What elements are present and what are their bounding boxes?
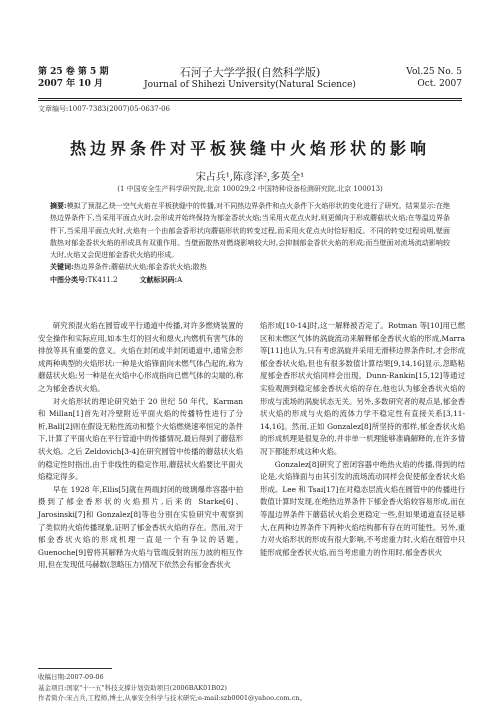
date-en: Oct. 2007 [417, 79, 462, 89]
footnote-rule [38, 668, 112, 669]
paper-title: 热边界条件对平板狭缝中火焰形状的影响 [69, 139, 430, 158]
body-column-left [38, 320, 243, 572]
clc-value: TK411.2 [87, 275, 118, 284]
issue-date: 2007 年 10 月 [38, 79, 103, 89]
fund-note: 基金项目:国家"十一五"科技支撑计划资助项目(2006BAK01B02) [38, 683, 227, 692]
footnotes [38, 672, 462, 704]
journal-name-en: Journal of Shihezi University(Natural Science) [144, 80, 356, 90]
body-paragraph: 早在 1928 年,Ellis[5]就在两端封闭的玻璃爆炸容器中拍摄到了郁金香形状的火焰照片,后来的 Starke[6]、Jarosinski[7]和 Gonzalez[8]等也分别在实验研究中观察到了类似的火焰传播现象,证明了郁金香状火焰的存在。然而,对于郁金香状火焰的形成机理一直是一个有争议的话题。Guenoche[9]曾将其解释为火焰与管端反射的压力波的相互作用,但在发现低马赫数(忽略压力)情况下依然会有郁金香状火 [38, 484, 243, 570]
article-number: 文章编号:1007-7383(2007)05-0637-06 [38, 105, 170, 113]
author-list: 宋占兵¹,陈彦泽²,多英全¹ [195, 172, 305, 183]
body-column-right [260, 320, 465, 559]
author-bio: 作者简介:宋占兵,工程师,博士,从事安全科学与技术研究;e-mail:szb0001@yahoo.com.cn。 [38, 694, 307, 702]
abstract-label: 摘要: [50, 201, 67, 210]
volume-en-block [406, 66, 462, 90]
received-date: 收稿日期:2007-09-06 [38, 673, 104, 681]
body-paragraph: 研究预混火焰在圆管或平行通道中传播,对许多燃烧装置的安全操作和实际应用,如本生灯的回火和熄火,内燃机有害气体的排放等具有重要的意义。火焰在封闭或半封闭通道中,通常会形成两种典型的火焰形状:一种是火焰锋面向未燃气体凸起的,称为蘑菇状火焰;另一种是在火焰中心形成指向已燃气体的尖端的,称之为郁金香状火焰。 [38, 321, 243, 393]
header-rule-top [38, 98, 462, 99]
body-paragraph: 焰形成[10-14]时,这一解释被否定了。Rotman 等[10]用已燃区和未燃区气体的涡旋流动来解释郁金香状火焰的形成,Marra 等[11]也认为,只有考虑涡旋并采用无滑移边界条件时,才会形成郁金香状火焰,但也有很多数值计算结果[9,14,16]显示,忽略粘度郁金香形状火焰同样会出现。Dunn-Rankin[15,12]等通过实验观测到稳定郁金香状火焰的存在,他也认为郁金香状火焰的形成与流场的涡旋状态无关。另外,多数研究者的观点是,郁金香状火焰的形成与火焰的流体力学不稳定性有直接关系[3,11-14,16]。然而,正如 Gonzalez[8]所坚持的那样,郁金香状火焰的形成机理是很复杂的,并非单一机理能够准确解释的,在许多情况下都能形成这种火焰。 [260, 321, 465, 456]
volume-en: Vol.25 No. 5 [406, 67, 462, 77]
doc-code-value: A [177, 275, 183, 284]
affiliations: (1 中国安全生产科学研究院,北京 100029;2 中国特种设备检测研究院,北京 100013) [117, 185, 383, 193]
body-paragraph: Gonzalez[8]研究了密闭容器中绝热火焰的传播,得到的结论是,火焰锋面与由其引发的流场流动同样会促使郁金香状火焰形成。Lee 和 Tsai[17]在对稳态层流火焰在圆管中的传播进行数值计算时发现,在绝热边界条件下郁金香火焰较容易形成,而在等温边界条件下蘑菇状火焰会更稳定一些,但如果通道直径足够大,在两种边界条件下两种火焰结构都有存在的可能性。另外,重力对火焰形状的形成有很大影响,不考虑重力时,火焰在细管中只能形成郁金香状火焰,而当考虑重力的作用时,郁金香状火 [260, 459, 465, 557]
body-paragraph: 对火焰形状的理论研究始于 20 世纪 50 年代。Karman 和 Millan[1]首先对冷壁附近平面火焰的传播特性进行了分析,Ball[2]则在假设无粘性流动和整个火焰燃烧速率恒定的条件下,计算了平面火焰在平行管道中的传播情况,最后得到了蘑菇形状火焰。之后 Zeldovich[3-4]在研究圆管中传播的蘑菇状火焰的稳定性时指出,由于非线性的稳定作用,蘑菇状火焰要比平面火焰稳定得多。 [38, 396, 243, 482]
doc-code-label: 文献标识码: [139, 274, 178, 284]
keywords-label: 关键词: [50, 262, 74, 272]
clc-label: 中图分类号: [50, 274, 88, 284]
keywords-text: 热边界条件;蘑菇状火焰;郁金香状火焰;散热 [73, 263, 207, 272]
keywords-line [50, 261, 450, 273]
journal-name-block [38, 66, 462, 91]
abstract-block [50, 200, 450, 286]
clc-field [50, 274, 118, 286]
classification-line [50, 274, 450, 286]
abstract-paragraph [50, 200, 450, 261]
journal-header [38, 66, 462, 96]
doc-code-field [140, 274, 183, 286]
journal-name-cn: 石河子大学学报(自然科学版) [179, 66, 321, 79]
volume-issue: 第 25 卷 第 5 期 [38, 67, 109, 77]
abstract-text: 模拟了预混乙炔一空气火焰在平板狭缝中的传播,对不同热边界条件和点火条件下火焰形状的变化进行了研究。结果显示:在绝热边界条件下,当采用平面点火时,会形成并始终保持为郁金香状火焰;当采用火花点火时,则更倾向于形成蘑菇状火焰;在等温边界条件下,当采用平面点火时,火焰有一个由郁金香形状向蘑菇形状的转变过程,而采用火花点火时恰好相反。不同的转变过程说明,壁面散热对郁金香状火焰的形成具有双重作用。当壁面散热对燃烧影响较大时,会抑制郁金香状火焰的形成;而当壁面对流场流动影响较大时,火焰又会促进郁金香状火焰的形成。 [50, 202, 450, 260]
header-rule-bottom [38, 100, 462, 101]
